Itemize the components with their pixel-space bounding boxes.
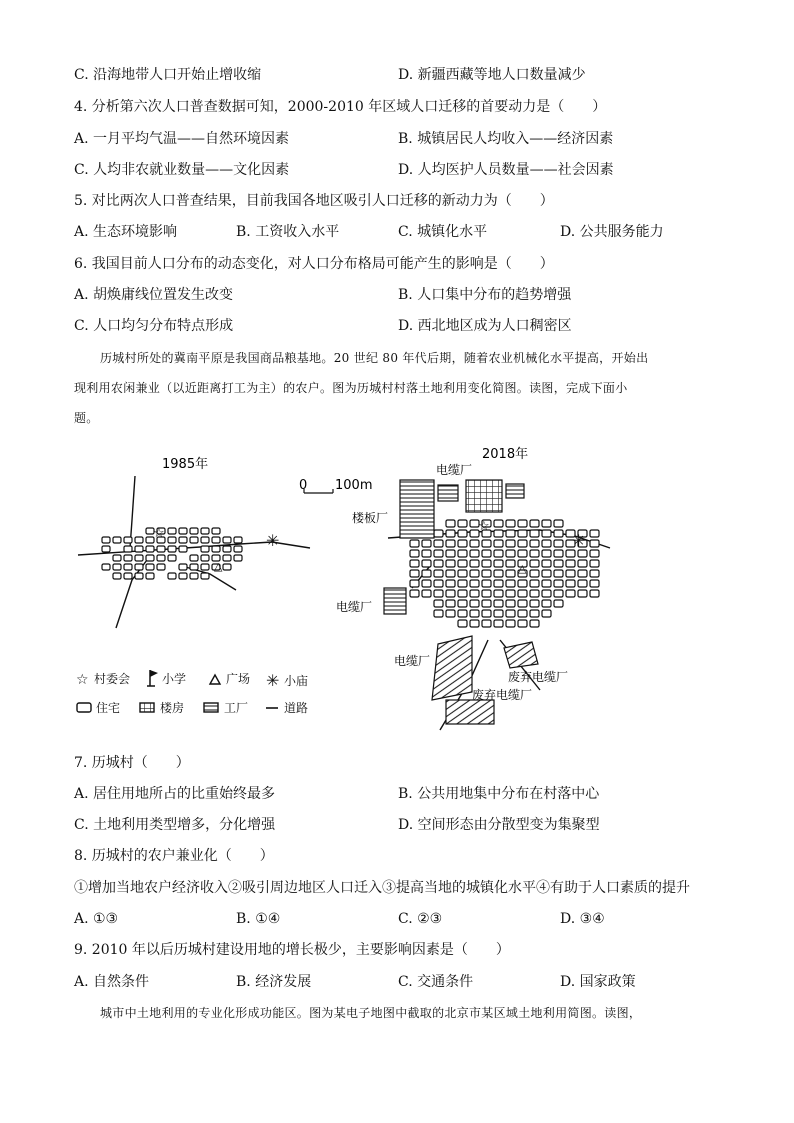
q8-statements: ①增加当地农户经济收入②吸引周边地区人口迁入③提高当地的城镇化水平④有助于人口素质的提升 bbox=[74, 880, 690, 896]
house-block bbox=[146, 546, 154, 552]
house-block bbox=[168, 528, 176, 534]
house-block bbox=[190, 573, 198, 579]
house-block bbox=[494, 620, 503, 627]
house-block bbox=[578, 580, 587, 587]
house-block bbox=[458, 520, 467, 527]
q5-stem: 5. 对比两次人口普查结果，目前我国各地区吸引人口迁移的新动力为（ ） bbox=[74, 193, 554, 209]
house-block bbox=[458, 550, 467, 557]
house-block bbox=[518, 610, 527, 617]
house-block bbox=[494, 540, 503, 547]
house-block bbox=[542, 530, 551, 537]
q5-option-d: D. 公共服务能力 bbox=[560, 224, 664, 240]
q5-option-c: C. 城镇化水平 bbox=[398, 224, 488, 240]
q8-option-a: A. ①③ bbox=[74, 911, 119, 927]
house-block bbox=[201, 564, 209, 570]
house-block bbox=[234, 546, 242, 552]
house-block bbox=[410, 580, 419, 587]
house-block bbox=[422, 550, 431, 557]
house-block bbox=[212, 537, 220, 543]
house-block bbox=[506, 530, 515, 537]
house-block bbox=[482, 600, 491, 607]
house-block bbox=[530, 620, 539, 627]
house-block bbox=[470, 550, 479, 557]
house-block bbox=[518, 550, 527, 557]
house-block bbox=[590, 530, 599, 537]
house-block bbox=[494, 520, 503, 527]
building-icon bbox=[140, 703, 154, 712]
house-block bbox=[223, 564, 231, 570]
asterisk-icon: ✳ bbox=[266, 531, 280, 550]
house-block bbox=[530, 580, 539, 587]
house-block bbox=[482, 620, 491, 627]
q7-stem: 7. 历城村（ ） bbox=[74, 755, 190, 771]
q3-option-d: D. 新疆西藏等地人口数量减少 bbox=[398, 67, 586, 83]
house-block bbox=[422, 580, 431, 587]
house-block bbox=[446, 600, 455, 607]
house-block bbox=[482, 570, 491, 577]
house-block bbox=[542, 540, 551, 547]
house-block bbox=[446, 580, 455, 587]
house-block bbox=[554, 540, 563, 547]
house-block bbox=[578, 560, 587, 567]
house-block bbox=[494, 580, 503, 587]
scale-zero: 0 bbox=[299, 478, 308, 493]
house-block bbox=[179, 546, 187, 552]
star-icon: ☆ bbox=[76, 672, 89, 688]
house-block bbox=[554, 590, 563, 597]
legend-factory: 工厂 bbox=[224, 701, 249, 715]
house-block bbox=[113, 555, 121, 561]
house-block bbox=[566, 590, 575, 597]
q5-option-b: B. 工资收入水平 bbox=[236, 224, 340, 240]
house-block bbox=[135, 555, 143, 561]
house-block bbox=[168, 546, 176, 552]
house-block bbox=[470, 590, 479, 597]
house-block bbox=[518, 530, 527, 537]
legend-square: 广场 bbox=[226, 672, 251, 686]
house-block bbox=[190, 564, 198, 570]
q7-option-d: D. 空间形态由分散型变为集聚型 bbox=[398, 817, 600, 833]
house-block bbox=[446, 610, 455, 617]
house-block bbox=[124, 537, 132, 543]
house-block bbox=[434, 580, 443, 587]
house-block bbox=[157, 555, 165, 561]
house-block bbox=[470, 610, 479, 617]
q5-option-a: A. 生态环境影响 bbox=[74, 224, 178, 240]
house-block bbox=[234, 555, 242, 561]
legend-road: 道路 bbox=[284, 701, 309, 715]
house-block bbox=[518, 520, 527, 527]
house-block bbox=[470, 560, 479, 567]
house-block bbox=[410, 560, 419, 567]
q8-option-c: C. ②③ bbox=[398, 911, 443, 927]
house-block bbox=[506, 580, 515, 587]
house-block bbox=[135, 564, 143, 570]
label-cable-factory: 电缆厂 bbox=[394, 654, 431, 668]
legend-village-committee: 村委会 bbox=[94, 672, 131, 686]
scale-distance: 100m bbox=[335, 478, 373, 493]
star-icon: ☆ bbox=[153, 526, 165, 541]
house-block bbox=[542, 550, 551, 557]
q4-option-b: B. 城镇居民人均收入——经济因素 bbox=[398, 131, 614, 147]
house-block bbox=[470, 580, 479, 587]
house-block bbox=[146, 573, 154, 579]
house-block bbox=[434, 540, 443, 547]
triangle-icon: △ bbox=[518, 562, 527, 575]
q6-option-b: B. 人口集中分布的趋势增强 bbox=[398, 287, 572, 303]
house-block bbox=[530, 530, 539, 537]
legend-building: 楼房 bbox=[160, 701, 185, 715]
map-1985 bbox=[78, 476, 310, 628]
house-block bbox=[578, 570, 587, 577]
house-block bbox=[554, 550, 563, 557]
house-block bbox=[542, 590, 551, 597]
legend-residence: 住宅 bbox=[96, 701, 121, 715]
house-block bbox=[470, 620, 479, 627]
legend-school: 小学 bbox=[162, 672, 187, 686]
house-block bbox=[566, 560, 575, 567]
house-block bbox=[434, 610, 443, 617]
house-block bbox=[542, 560, 551, 567]
house-block bbox=[113, 564, 121, 570]
house-block bbox=[124, 546, 132, 552]
house-block bbox=[590, 570, 599, 577]
house-block bbox=[506, 570, 515, 577]
house-block bbox=[482, 610, 491, 617]
house-block bbox=[410, 590, 419, 597]
house-block bbox=[179, 528, 187, 534]
house-block bbox=[482, 540, 491, 547]
residence-icon bbox=[77, 703, 91, 712]
house-block bbox=[566, 570, 575, 577]
q9-option-c: C. 交通条件 bbox=[398, 974, 474, 990]
house-block bbox=[157, 564, 165, 570]
house-block bbox=[422, 570, 431, 577]
house-block bbox=[530, 570, 539, 577]
house-block bbox=[234, 537, 242, 543]
house-block bbox=[446, 530, 455, 537]
house-block bbox=[434, 560, 443, 567]
house-block bbox=[168, 573, 176, 579]
house-block bbox=[482, 550, 491, 557]
q4-option-a: A. 一月平均气温——自然环境因素 bbox=[74, 131, 290, 147]
house-block bbox=[410, 550, 419, 557]
paragraph-line: 城市中土地利用的专业化形成功能区。图为某电子地图中截取的北京市某区域土地利用简图。读图， bbox=[100, 1006, 642, 1020]
house-block bbox=[506, 540, 515, 547]
house-block bbox=[124, 573, 132, 579]
house-block bbox=[113, 537, 121, 543]
house-block bbox=[201, 528, 209, 534]
house-block bbox=[135, 573, 143, 579]
house-block bbox=[506, 560, 515, 567]
house-block bbox=[146, 555, 154, 561]
house-block bbox=[542, 610, 551, 617]
house-block bbox=[102, 546, 110, 552]
house-block bbox=[506, 620, 515, 627]
house-block bbox=[135, 546, 143, 552]
house-block bbox=[506, 590, 515, 597]
house-block bbox=[434, 570, 443, 577]
house-block bbox=[518, 580, 527, 587]
q8-stem: 8. 历城村的农户兼业化（ ） bbox=[74, 848, 274, 864]
house-block bbox=[542, 600, 551, 607]
scale-bar bbox=[299, 478, 372, 493]
house-block bbox=[458, 600, 467, 607]
house-block bbox=[179, 573, 187, 579]
triangle-icon bbox=[210, 675, 220, 684]
q6-option-d: D. 西北地区成为人口稠密区 bbox=[398, 318, 572, 334]
house-block bbox=[518, 540, 527, 547]
house-block bbox=[135, 537, 143, 543]
q9-option-a: A. 自然条件 bbox=[74, 974, 150, 990]
house-block bbox=[542, 520, 551, 527]
house-block bbox=[482, 590, 491, 597]
house-block bbox=[518, 600, 527, 607]
house-block bbox=[223, 555, 231, 561]
q6-stem: 6. 我国目前人口分布的动态变化，对人口分布格局可能产生的影响是（ ） bbox=[74, 256, 554, 272]
house-block bbox=[542, 580, 551, 587]
house-block bbox=[542, 570, 551, 577]
house-block bbox=[102, 537, 110, 543]
house-block bbox=[554, 580, 563, 587]
legend-temple: 小庙 bbox=[284, 674, 309, 688]
star-icon: ☆ bbox=[478, 519, 490, 534]
house-block bbox=[554, 520, 563, 527]
house-block bbox=[530, 610, 539, 617]
house-block bbox=[506, 550, 515, 557]
house-block bbox=[494, 590, 503, 597]
house-block bbox=[554, 530, 563, 537]
house-block bbox=[530, 600, 539, 607]
house-block bbox=[179, 564, 187, 570]
house-block bbox=[458, 580, 467, 587]
house-block bbox=[530, 590, 539, 597]
house-block bbox=[530, 550, 539, 557]
house-block bbox=[434, 530, 443, 537]
house-block bbox=[179, 537, 187, 543]
house-block bbox=[494, 560, 503, 567]
q3-option-c: C. 沿海地带人口开始止增收缩 bbox=[74, 67, 262, 83]
house-block bbox=[446, 590, 455, 597]
house-block bbox=[554, 600, 563, 607]
house-block bbox=[168, 537, 176, 543]
house-block bbox=[518, 590, 527, 597]
house-block bbox=[201, 537, 209, 543]
house-block bbox=[458, 590, 467, 597]
house-block bbox=[201, 546, 209, 552]
house-block bbox=[223, 546, 231, 552]
house-block bbox=[212, 528, 220, 534]
house-block bbox=[458, 620, 467, 627]
house-block bbox=[506, 600, 515, 607]
house-block bbox=[410, 570, 419, 577]
house-block bbox=[458, 530, 467, 537]
house-block bbox=[506, 610, 515, 617]
house-block bbox=[578, 550, 587, 557]
house-block bbox=[113, 573, 121, 579]
house-block bbox=[590, 540, 599, 547]
house-block bbox=[590, 580, 599, 587]
label-slab-factory: 楼板厂 bbox=[352, 511, 389, 525]
triangle-icon: △ bbox=[214, 560, 223, 573]
label-abandoned-cable-factory: 废弃电缆厂 bbox=[508, 670, 569, 684]
house-block bbox=[470, 600, 479, 607]
house-block bbox=[410, 540, 419, 547]
map-year-2018: 2018年 bbox=[482, 447, 529, 462]
house-block bbox=[146, 564, 154, 570]
house-block bbox=[530, 560, 539, 567]
house-block bbox=[590, 560, 599, 567]
house-block bbox=[157, 546, 165, 552]
house-block bbox=[190, 555, 198, 561]
asterisk-icon: ✳ bbox=[572, 531, 586, 550]
house-block bbox=[506, 520, 515, 527]
house-block bbox=[578, 590, 587, 597]
q7-option-b: B. 公共用地集中分布在村落中心 bbox=[398, 786, 600, 802]
house-block bbox=[168, 555, 176, 561]
house-block bbox=[494, 600, 503, 607]
land-use-map-figure bbox=[60, 440, 700, 740]
house-block bbox=[470, 570, 479, 577]
house-block bbox=[590, 550, 599, 557]
house-block bbox=[554, 560, 563, 567]
q8-option-b: B. ①④ bbox=[236, 911, 281, 927]
q9-stem: 9. 2010 年以后历城村建设用地的增长极少，主要影响因素是（ ） bbox=[74, 942, 510, 958]
house-block bbox=[554, 570, 563, 577]
house-block bbox=[201, 573, 209, 579]
house-block bbox=[422, 560, 431, 567]
q9-option-d: D. 国家政策 bbox=[560, 974, 636, 990]
house-block bbox=[518, 620, 527, 627]
flag-icon bbox=[147, 670, 158, 686]
q4-option-d: D. 人均医护人员数量——社会因素 bbox=[398, 162, 614, 178]
q6-option-a: A. 胡焕庸线位置发生改变 bbox=[74, 287, 234, 303]
label-cable-factory: 电缆厂 bbox=[436, 463, 473, 477]
house-block bbox=[530, 540, 539, 547]
house-block bbox=[223, 537, 231, 543]
q7-option-a: A. 居住用地所占的比重始终最多 bbox=[74, 786, 276, 802]
q7-option-c: C. 土地利用类型增多，分化增强 bbox=[74, 817, 276, 833]
paragraph-line: 题。 bbox=[74, 411, 99, 425]
label-cable-factory: 电缆厂 bbox=[336, 600, 373, 614]
house-block bbox=[566, 550, 575, 557]
house-block bbox=[201, 555, 209, 561]
house-block bbox=[446, 570, 455, 577]
house-block bbox=[446, 540, 455, 547]
house-block bbox=[494, 610, 503, 617]
q9-option-b: B. 经济发展 bbox=[236, 974, 312, 990]
label-abandoned-cable-factory: 废弃电缆厂 bbox=[472, 688, 533, 702]
house-block bbox=[458, 570, 467, 577]
house-block bbox=[458, 610, 467, 617]
house-block bbox=[530, 520, 539, 527]
house-block bbox=[566, 580, 575, 587]
house-block bbox=[494, 570, 503, 577]
house-block bbox=[494, 530, 503, 537]
house-block bbox=[446, 520, 455, 527]
house-block bbox=[212, 546, 220, 552]
paragraph-line: 历城村所处的冀南平原是我国商品粮基地。20 世纪 80 年代后期，随着农业机械化水平提高，开始出 bbox=[100, 351, 649, 365]
house-block bbox=[434, 600, 443, 607]
house-block bbox=[482, 560, 491, 567]
house-block bbox=[434, 590, 443, 597]
asterisk-icon: ✳ bbox=[266, 671, 280, 690]
house-block bbox=[434, 550, 443, 557]
map-year-1985: 1985年 bbox=[162, 457, 209, 472]
house-block bbox=[494, 550, 503, 557]
house-block bbox=[190, 537, 198, 543]
q6-option-c: C. 人口均匀分布特点形成 bbox=[74, 318, 234, 334]
factory-icon bbox=[204, 703, 218, 712]
house-block bbox=[482, 580, 491, 587]
map-legend bbox=[76, 670, 308, 715]
house-block bbox=[446, 560, 455, 567]
house-block bbox=[590, 590, 599, 597]
q4-option-c: C. 人均非农就业数量——文化因素 bbox=[74, 162, 290, 178]
house-block bbox=[124, 555, 132, 561]
house-block bbox=[458, 560, 467, 567]
house-block bbox=[102, 564, 110, 570]
q8-option-d: D. ③④ bbox=[560, 911, 605, 927]
house-block bbox=[422, 540, 431, 547]
house-block bbox=[458, 540, 467, 547]
house-block bbox=[190, 528, 198, 534]
house-block bbox=[124, 564, 132, 570]
house-block bbox=[446, 550, 455, 557]
paragraph-line: 现利用农闲兼业（以近距离打工为主）的农户。图为历城村村落土地利用变化简图。读图，完成下面小 bbox=[74, 381, 628, 395]
q4-stem: 4. 分析第六次人口普查数据可知，2000-2010 年区域人口迁移的首要动力是（ ） bbox=[74, 99, 607, 115]
house-block bbox=[422, 590, 431, 597]
house-block bbox=[470, 540, 479, 547]
